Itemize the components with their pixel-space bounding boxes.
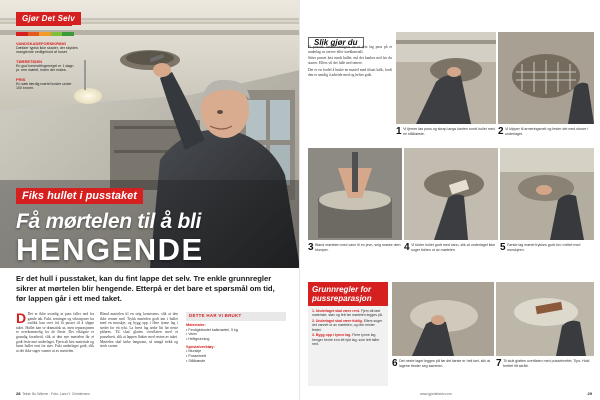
step-4-photo [404,148,498,240]
step-text: Vi fjerner løs puss og skrap langs kanten rundt hullet med en stålbørste. [403,127,495,136]
tip-text: En sæk færdig mørtel koster under 100 kroner. [16,81,72,91]
rules-box [308,282,388,386]
step-text: Til slutt glattes overflaten med pussebrettet. Tips: Hold brettet litt skrått. [503,359,590,368]
body-column-1 [16,312,94,388]
step-number: 1 [396,126,402,137]
step-5-photo [500,148,594,240]
body-column-1-text: Det er ikke uvanlig at puss faller ned fra gamle tak. Fukt, setninger og vibrasjoner fra trafikk kan over tid få pusset til å slippe taket. Hullet kan se dramatisk ut, men reparasjonen er overkommelig for de fleste. Det viktigste er grundig forarbeid, slik at den nye mørtelen får et godt feste mot underlaget. Fjern alt løst materiale og børst hullet rent for støv. Fukt underlaget godt, slik at det ikke suger vannet ut av mørtelen. [16,312,94,353]
steps-header [308,32,384,47]
credits: Tekst: Bo Wärme · Foto: Lars H. Christensen [22,392,90,396]
difficulty-scale [16,32,74,36]
intro-paragraph: Et pusstak består vanligvis av et tynt lag puss på et underlag av rørvev eller strekkmetall. [308,45,392,54]
tip-heading: PRIS [16,76,26,82]
step-3-photo [308,148,402,240]
left-page-number: 28 [16,391,21,396]
factbox-title: DETTE HAR VI BRUKT [186,312,286,321]
intro-paragraph: Sitter pusset løst rundt hullet, må det bankes ned før du starter. Ellers vil det falle ned senere. [308,56,392,66]
rules-body [308,306,388,351]
step-2-caption [498,127,594,136]
step-1-caption [396,127,496,136]
step-6-photo [392,282,494,356]
headline-line2: HENGENDE [16,232,204,267]
section-tag-underline [16,24,72,26]
intro-column [308,45,392,79]
step-text: Bland mørtelen med vann til en jevn, seig masse uten klumper. [315,243,401,252]
step-3-caption [308,243,402,252]
step-text: Vi klipper til armeringsnett og fester det med skruer i underlaget. [505,127,589,136]
step-1-photo [396,32,496,124]
factbox-item: • Murskje [186,349,202,354]
step-5-caption [500,243,594,252]
factbox-subheading: Materialer: [186,322,206,328]
tip-heading: TØRRETIDEN [16,58,42,64]
rule-item: 3. Bygg opp i tynne lag. Flere tynne lag henger bedre enn ett tykt lag, som lett faller ned. [312,333,380,347]
step-7-caption [496,359,594,368]
body-column-3 [186,312,286,388]
factbox-item: • Stålbørste [186,358,206,363]
tip-text: Dækker typisk ikke skader, der skyldes manglende vedligehold af huset. [16,46,78,55]
step-number: 6 [392,358,398,369]
tip-insurance [16,41,78,55]
step-7-photo [496,282,594,356]
body-column-2: Bland mørtelen til en seig konsistens, slik at den ikke renner ned. Trykk mørtelen godt inn i hullet med en murskje, og bygg opp i flere tynne lag i stedet for ett tykt. La hvert lag tørke litt før neste påføres. Til slutt glattes overflaten med et pussebrett, slik at lappen flukter med resten av taket. Mørtelen skal tørke langsomt, så unngå trekk og sterk varme. [100,312,178,349]
step-number: 7 [496,358,502,369]
step-6-caption [392,359,494,368]
tip-drying [16,59,78,73]
left-footer [16,391,90,396]
right-footer [588,391,592,396]
rule-item: 1. Underlaget skal være rent. Fjern alt løst materiale, støv og fett før mørtelen legges på. [312,309,383,318]
tip-text: En god tommelfingerregel er 1 døgn pr. mm mørtel, inden der males. [16,63,74,73]
tip-heading: VANDSKADEFORSIKRING [16,41,67,46]
step-number: 4 [404,242,410,253]
step-text: Første lag mørtel trykkes godt inn i nettet med murskjeen. [507,243,581,252]
factbox-item: • Ferdigblandet kalkmørtel, 5 kg [186,327,238,332]
right-footer-url: www.gjordetselv.com [420,392,452,396]
rule-item: 2. Underlaget skal være fuktig. Ellers suger det vannet ut av mørtelen, og den mister festet. [312,319,383,332]
step-number: 3 [308,242,314,253]
step-number: 2 [498,126,504,137]
drop-cap: D [16,312,27,326]
tip-price [16,77,78,91]
kicker: Fiks hullet i pusstaket [16,188,143,204]
intro-paragraph: Det er en fordel å bruke en mørtel med tilsatt kalk, fordi den er smidig å arbeide med og hefter godt. [308,67,392,77]
section-tag: Gjør Det Selv [16,12,81,25]
factbox-subheading: Spesialverktøy: [186,343,215,349]
right-page [300,0,600,400]
step-text: Det neste laget legges på før det første er helt tørt, slik at lagene binder seg sammen. [399,359,490,368]
step-2-photo [498,32,594,124]
step-number: 5 [500,242,506,253]
factbox-item: • Pussebrett [186,353,206,358]
rules-title: Grunnregler for pussreparasjon [308,282,388,306]
right-page-number: 29 [587,391,592,396]
body-text [16,312,286,388]
factbox-item: • Vann [186,332,197,337]
factbox-item: • Heftgrunning [186,337,210,342]
steps-header-label: Slik gjør du [308,37,364,48]
headline-line1: Få mørtelen til å bli [16,210,202,233]
factbox [186,312,286,364]
lead-paragraph: Er det hull i pusstaket, kan du fint lappe det selv. Tre enkle grunnregler sikrer at mørtelen blir hengende. Etterpå er det bare et spørsmål om tid, før lappen går i ett med taket. [16,274,275,304]
sidebar-tips [16,30,78,94]
step-text: Vi fukter hullet godt med vann, slik at underlaget ikke suger fukten ut av mørtelen. [411,243,496,252]
step-4-caption [404,243,498,252]
